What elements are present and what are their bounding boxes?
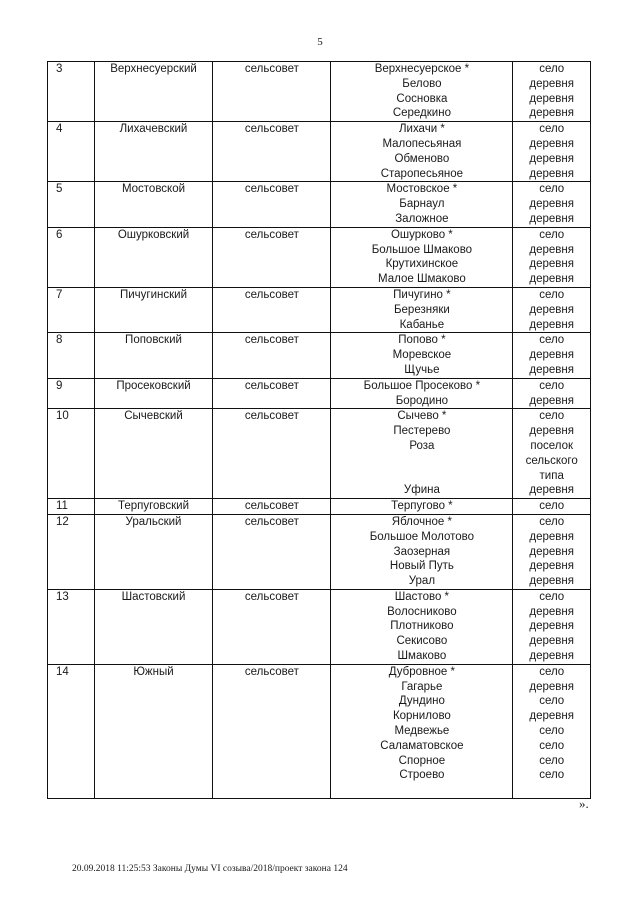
row-number: 4: [56, 123, 63, 136]
settlement-name: Заозерная: [393, 545, 451, 558]
settlement-name: Большое Шмаково: [371, 243, 473, 256]
settlement-name: Лихачи *: [398, 123, 445, 136]
row-number: 13: [56, 590, 69, 603]
table-row: [48, 499, 591, 515]
settlement-name: [331, 454, 512, 469]
settlement-type: деревня: [529, 152, 574, 165]
district-name: Уральский: [125, 515, 182, 528]
settlement-type: деревня: [529, 77, 574, 90]
settlement-type: деревня: [529, 530, 574, 543]
row-number-cell: [48, 122, 95, 182]
settlements-cell: [331, 409, 513, 499]
settlement-type-cell: [513, 589, 591, 664]
settlement-type: село: [539, 288, 565, 301]
row-number-cell: [48, 62, 95, 122]
settlement-name: Барнаул: [399, 198, 445, 211]
unit-type-cell: [213, 664, 331, 798]
settlement-type: деревня: [529, 167, 574, 180]
settlement-name: Ошурково *: [390, 228, 453, 241]
settlement-type: село: [539, 515, 565, 528]
settlement-type: деревня: [529, 243, 574, 256]
district-cell: [94, 62, 213, 122]
settlement-type: сельского: [525, 454, 578, 467]
unit-type: сельсовет: [244, 590, 299, 603]
table-row: [48, 227, 591, 287]
settlement-type-cell: [513, 499, 591, 515]
settlement-name: Старопесьяное: [380, 167, 464, 180]
settlement-name: Роза: [409, 439, 435, 452]
settlement-type: деревня: [529, 620, 574, 633]
settlements-cell: [331, 589, 513, 664]
settlement-type: село: [539, 725, 565, 738]
row-number-cell: [48, 227, 95, 287]
row-number: 8: [56, 334, 63, 347]
table-row: [48, 378, 591, 409]
settlement-name: Дундино: [398, 695, 445, 708]
unit-type-cell: [213, 62, 331, 122]
settlement-type: деревня: [529, 107, 574, 120]
settlement-type: типа: [539, 469, 564, 482]
row-number-cell: [48, 378, 95, 409]
district-name: Сычевский: [124, 410, 183, 423]
settlement-name: Обменово: [394, 152, 450, 165]
unit-type: сельсовет: [244, 334, 299, 347]
settlement-name: Малое Шмаково: [378, 273, 466, 286]
row-number-cell: [48, 514, 95, 589]
table-row: [48, 182, 591, 227]
settlement-type-cell: [513, 182, 591, 227]
settlement-name: Корнилово: [392, 710, 451, 723]
settlement-name: Плотниково: [390, 620, 454, 633]
unit-type: сельсовет: [244, 500, 299, 513]
settlement-name: Середкино: [392, 107, 451, 120]
settlement-type: деревня: [529, 303, 574, 316]
table-row: [48, 62, 591, 122]
unit-type-cell: [213, 514, 331, 589]
unit-type: сельсовет: [244, 183, 299, 196]
unit-type: сельсовет: [244, 228, 299, 241]
district-name: Пичугинский: [119, 288, 188, 301]
unit-type-cell: [213, 227, 331, 287]
settlements-cell: [331, 514, 513, 589]
settlement-name: Малопесьяная: [382, 137, 462, 150]
settlement-type: село: [539, 769, 565, 782]
settlements-cell: [331, 499, 513, 515]
table-row: [48, 514, 591, 589]
settlement-type-cell: [513, 664, 591, 798]
table-row: [48, 333, 591, 378]
row-number: 14: [56, 665, 69, 678]
settlement-type: село: [539, 590, 565, 603]
settlement-type-cell: [513, 514, 591, 589]
settlement-name: Моревское: [392, 349, 452, 362]
settlements-cell: [331, 378, 513, 409]
settlement-type-cell: [513, 409, 591, 499]
unit-type-cell: [213, 122, 331, 182]
row-number-cell: [48, 409, 95, 499]
settlement-name: Терпугово *: [391, 500, 453, 513]
settlement-name: Пичугино *: [393, 288, 451, 301]
district-name: Мостовской: [121, 183, 186, 196]
unit-type: сельсовет: [244, 665, 299, 678]
table-row: [48, 664, 591, 798]
settlement-name: Дубровное *: [388, 665, 455, 678]
settlement-type: село: [539, 228, 565, 241]
row-number: 11: [56, 500, 68, 513]
settlement-name: Медвежье: [394, 725, 450, 738]
settlement-name: Верхнесуерское *: [374, 63, 470, 75]
row-number: 5: [56, 183, 63, 196]
district-cell: [94, 499, 213, 515]
district-cell: [94, 122, 213, 182]
settlement-name: Новый Путь: [389, 560, 454, 573]
row-number: 7: [56, 288, 63, 301]
settlement-name: Щучье: [404, 363, 440, 376]
row-number: 9: [56, 379, 63, 392]
settlement-type: деревня: [529, 92, 574, 105]
district-cell: [94, 287, 213, 332]
district-cell: [94, 227, 213, 287]
unit-type-cell: [213, 409, 331, 499]
settlement-type: деревня: [529, 560, 574, 573]
settlement-name: Волосниково: [387, 605, 457, 618]
row-number-cell: [48, 287, 95, 332]
settlement-name: Секисово: [396, 635, 448, 648]
row-number-cell: [48, 333, 95, 378]
table-body: [48, 62, 591, 799]
unit-type: сельсовет: [244, 379, 299, 392]
district-name: Ошурковский: [117, 228, 190, 241]
district-name: Верхнесуерский: [110, 63, 197, 75]
district-cell: [94, 664, 213, 798]
row-number: 10: [56, 410, 69, 423]
settlement-name: Шмаково: [397, 650, 447, 663]
settlement-name: Березняки: [393, 303, 450, 316]
settlement-type-cell: [513, 62, 591, 122]
settlements-cell: [331, 287, 513, 332]
settlement-type: деревня: [529, 198, 574, 211]
settlement-name: Крутихинское: [385, 258, 459, 271]
settlement-name: Большое Просеково *: [363, 379, 481, 392]
settlement-type: село: [539, 123, 565, 136]
settlement-name: Бородино: [395, 394, 449, 407]
settlement-name: Сычево *: [397, 410, 447, 423]
settlement-type: деревня: [529, 545, 574, 558]
settlement-type-cell: [513, 227, 591, 287]
settlement-type: деревня: [529, 212, 574, 225]
settlement-type: деревня: [529, 710, 574, 723]
district-cell: [94, 378, 213, 409]
district-cell: [94, 182, 213, 227]
settlement-type: село: [539, 183, 565, 196]
settlement-type: деревня: [529, 394, 574, 407]
settlement-type-cell: [513, 287, 591, 332]
table-row: [48, 122, 591, 182]
settlement-name: Большое Молотово: [369, 530, 475, 543]
district-cell: [94, 514, 213, 589]
settlement-type: деревня: [529, 349, 574, 362]
unit-type-cell: [213, 499, 331, 515]
unit-type-cell: [213, 589, 331, 664]
settlement-type: деревня: [529, 484, 574, 497]
settlement-type: село: [539, 665, 565, 678]
settlement-type: деревня: [529, 273, 574, 286]
district-name: Шастовский: [121, 590, 186, 603]
unit-type: сельсовет: [244, 123, 299, 136]
settlements-cell: [331, 182, 513, 227]
settlement-name: Пестерево: [393, 425, 451, 438]
settlement-type: поселок: [530, 439, 574, 452]
settlements-cell: [331, 122, 513, 182]
settlement-name: Саламатовское: [380, 739, 464, 752]
settlement-type: село: [539, 334, 565, 347]
row-number: 3: [56, 63, 63, 75]
settlement-name: Кабанье: [399, 318, 445, 331]
unit-type: сельсовет: [244, 515, 299, 528]
settlement-type: село: [539, 379, 565, 392]
unit-type-cell: [213, 182, 331, 227]
settlement-name: Уфина: [403, 484, 440, 497]
unit-type-cell: [213, 378, 331, 409]
settlement-name: Белово: [402, 77, 442, 90]
document-footer: 20.09.2018 11:25:53 Законы Думы VI созыва/2018/проект закона 124: [72, 864, 348, 874]
unit-type: сельсовет: [244, 63, 299, 75]
settlement-name: Шастово *: [394, 590, 450, 603]
settlement-type: деревня: [529, 363, 574, 376]
settlement-type: село: [539, 739, 565, 752]
settlement-name: Мостовское *: [386, 183, 458, 196]
district-cell: [94, 589, 213, 664]
district-name: Лихачевский: [119, 123, 188, 136]
table-row: [48, 589, 591, 664]
settlement-type: село: [539, 695, 565, 708]
page-number: 5: [317, 36, 323, 48]
district-name: Просековский: [116, 379, 191, 392]
district-cell: [94, 333, 213, 378]
settlement-type-cell: [513, 378, 591, 409]
unit-type-cell: [213, 333, 331, 378]
settlement-type: село: [539, 500, 565, 513]
unit-type: сельсовет: [244, 288, 299, 301]
unit-type-cell: [213, 287, 331, 332]
settlements-table: [47, 61, 591, 799]
settlement-type: деревня: [529, 650, 574, 663]
row-number-cell: [48, 589, 95, 664]
table-row: [48, 287, 591, 332]
district-name: Южный: [133, 665, 174, 678]
row-number: 12: [56, 515, 69, 528]
settlement-type: деревня: [529, 575, 574, 588]
settlement-type: село: [539, 754, 565, 767]
row-number-cell: [48, 499, 95, 515]
settlement-name: Спорное: [398, 754, 446, 767]
settlement-name: Строево: [399, 769, 445, 782]
row-number: 6: [56, 228, 63, 241]
table-row: [48, 409, 591, 499]
settlement-name: Сосновка: [396, 92, 448, 105]
settlement-name: Яблочное *: [391, 515, 452, 528]
row-number-cell: [48, 664, 95, 798]
unit-type: сельсовет: [244, 410, 299, 423]
settlement-type-cell: [513, 333, 591, 378]
settlement-type: деревня: [529, 318, 574, 331]
settlement-type: деревня: [529, 635, 574, 648]
settlement-name: Гагарье: [401, 680, 443, 693]
district-cell: [94, 409, 213, 499]
closing-quote: ».: [579, 796, 589, 811]
settlement-type: деревня: [529, 258, 574, 271]
settlement-type: деревня: [529, 425, 574, 438]
settlement-type: деревня: [529, 680, 574, 693]
district-name: Поповский: [125, 334, 182, 347]
settlements-cell: [331, 227, 513, 287]
settlement-type: деревня: [529, 605, 574, 618]
settlement-name: Заложное: [395, 212, 449, 225]
settlements-cell: [331, 62, 513, 122]
settlement-name: Урал: [408, 575, 436, 588]
district-name: Терпуговский: [117, 500, 190, 513]
settlements-cell: [331, 664, 513, 798]
settlement-type-cell: [513, 122, 591, 182]
settlements-cell: [331, 333, 513, 378]
row-number-cell: [48, 182, 95, 227]
settlement-type: деревня: [529, 137, 574, 150]
settlement-type: село: [539, 410, 565, 423]
settlement-name: [331, 469, 512, 484]
settlement-type: село: [539, 63, 565, 75]
settlement-name: Попово *: [398, 334, 446, 347]
